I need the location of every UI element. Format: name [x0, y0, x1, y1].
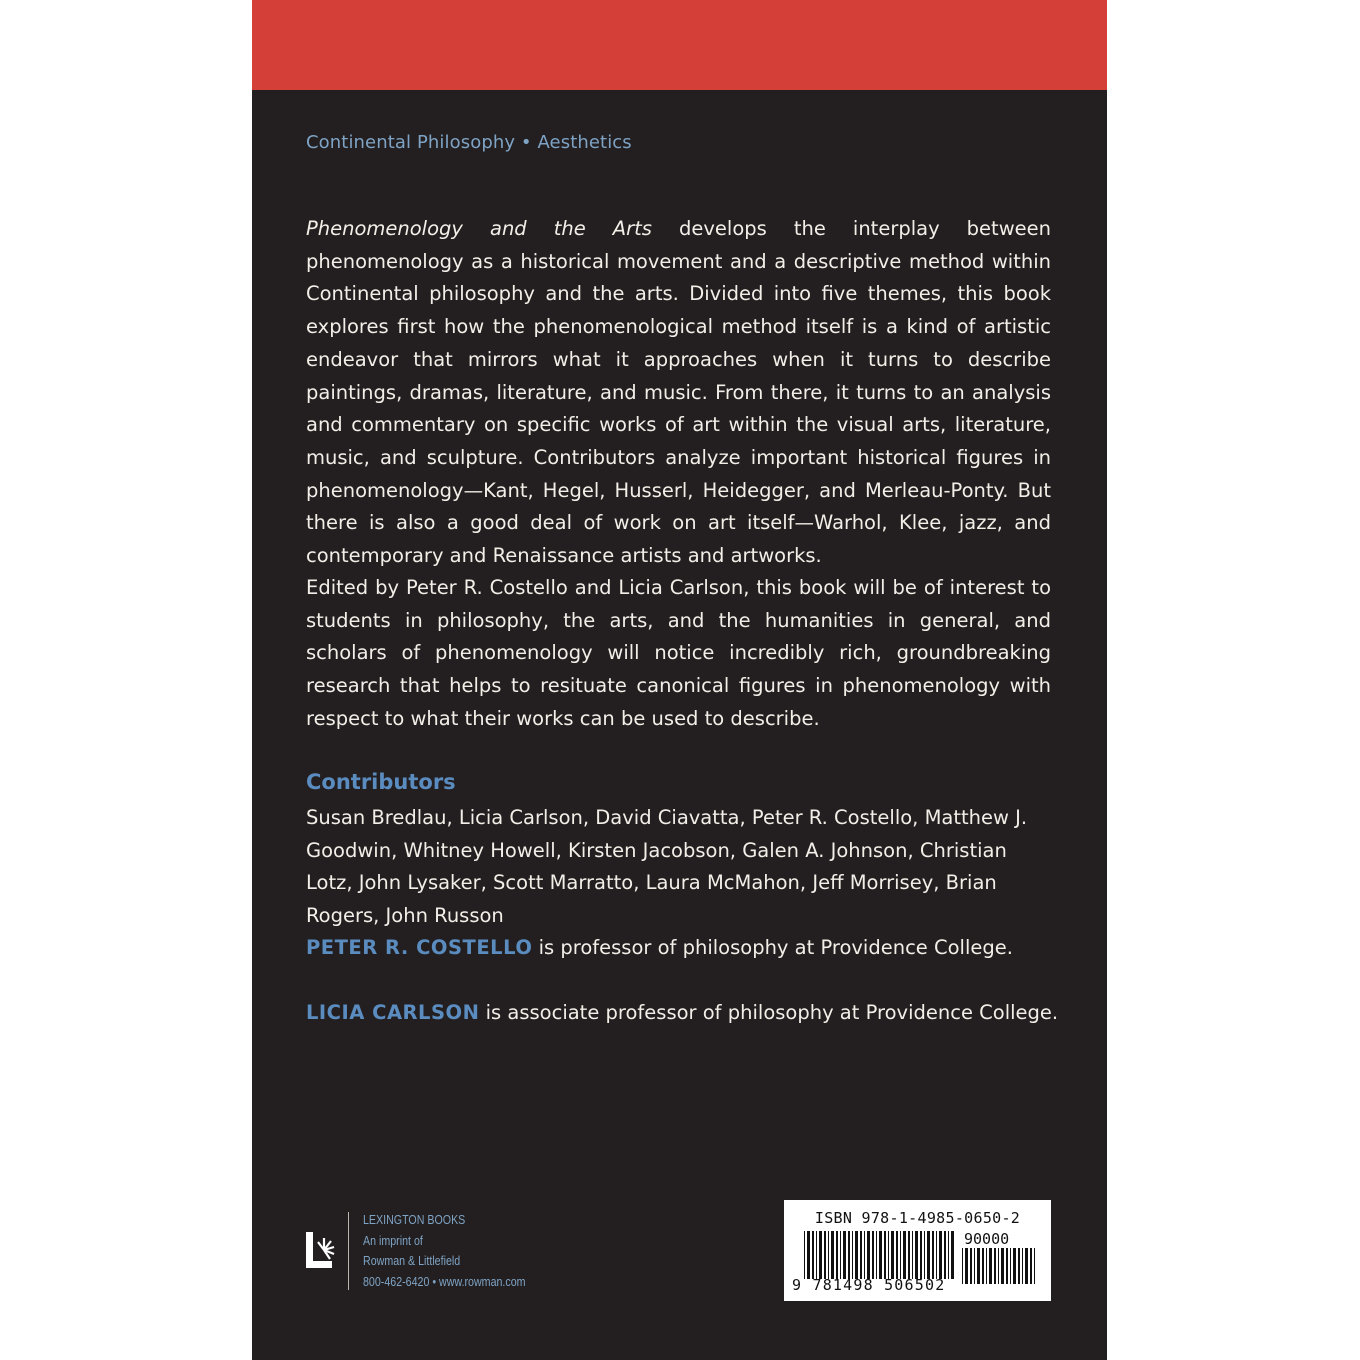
editor-name: PETER R. COSTELLO [306, 936, 533, 959]
barcode-bar [848, 1231, 850, 1279]
barcode-bar [994, 1248, 996, 1284]
barcode-bar [908, 1231, 910, 1279]
barcode-bar [831, 1231, 834, 1279]
publisher-parent: Rowman & Littlefield [363, 1253, 461, 1268]
barcode-bar [884, 1231, 886, 1279]
barcode-addon-bars [962, 1248, 1038, 1284]
barcode-bar [912, 1231, 913, 1279]
barcode-digits: 9 781498 506502 [792, 1276, 946, 1294]
barcode-bar [939, 1231, 942, 1279]
barcode-bars [804, 1231, 954, 1279]
editor-bio-text: is professor of philosophy at Providence College. [532, 936, 1013, 959]
description-paragraph-1 [306, 213, 1051, 573]
publisher-divider [348, 1212, 349, 1290]
barcode-bar [1010, 1248, 1011, 1284]
barcode-bar [974, 1248, 975, 1284]
barcode-bar [836, 1231, 838, 1279]
isbn-barcode [784, 1200, 1051, 1301]
contributors-list: Susan Bredlau, Licia Carlson, David Ciavatta, Peter R. Costello, Matthew J. Goodwin, Whitney Howell, Kirsten Jacobson, Galen A. Johnson, Christian Lotz, John Lysaker, Scott Marratto, Laura McMahon, Jeff Morrisey, Brian Rogers, John Russon [306, 806, 1028, 928]
barcode-bar [1001, 1248, 1004, 1284]
barcode-bar [936, 1231, 937, 1279]
barcode-bar [1006, 1248, 1008, 1284]
barcode-bar [819, 1231, 822, 1279]
barcode-bar [888, 1231, 889, 1279]
barcode-bar [879, 1231, 882, 1279]
barcode-bar [807, 1231, 810, 1279]
barcode-bar [1034, 1248, 1035, 1284]
editor-bio-text: is associate professor of philosophy at Providence College. [479, 1001, 1059, 1024]
barcode-bar [864, 1231, 865, 1279]
barcode-bar [977, 1248, 980, 1284]
barcode-bar [903, 1231, 906, 1279]
barcode-bar [855, 1231, 858, 1279]
barcode-bar [924, 1231, 925, 1279]
barcode-bar [920, 1231, 922, 1279]
barcode-bar [948, 1231, 949, 1279]
barcode-bar [824, 1231, 826, 1279]
barcode-bar [965, 1248, 968, 1284]
barcode-bar [876, 1231, 877, 1279]
barcode-bar [840, 1231, 841, 1279]
back-cover [252, 0, 1107, 1360]
barcode-bar [1030, 1248, 1032, 1284]
barcode-bar [986, 1248, 987, 1284]
barcode-bar [970, 1248, 972, 1284]
editor-bio-costello [306, 933, 1066, 963]
lexington-books-logo-icon [306, 1232, 336, 1268]
price-code: 90000 [964, 1230, 1010, 1248]
publisher-imprint-line: An imprint of [363, 1232, 423, 1248]
barcode-bar [812, 1231, 814, 1279]
barcode-bar [891, 1231, 894, 1279]
barcode-bar [962, 1248, 963, 1284]
contributors-heading: Contributors [306, 770, 456, 794]
barcode-bar [989, 1248, 992, 1284]
editor-bio-carlson [306, 998, 1066, 1028]
top-red-band [252, 0, 1107, 90]
publisher-imprint [363, 1210, 526, 1292]
barcode-bar [860, 1231, 862, 1279]
barcode-bar [852, 1231, 853, 1279]
barcode-bar [828, 1231, 829, 1279]
barcode-bar [944, 1231, 946, 1279]
barcode-bar [982, 1248, 984, 1284]
barcode-bar [998, 1248, 999, 1284]
publisher-contact: 800-462-6420 • www.rowman.com [363, 1273, 526, 1289]
barcode-bar [927, 1231, 930, 1279]
barcode-bar [1025, 1248, 1028, 1284]
subject-category: Continental Philosophy • Aesthetics [306, 132, 632, 153]
description-paragraph-1-text: develops the interplay between phenomenology as a historical movement and a descriptive method within Continental philosophy and the arts. Divided into five themes, this book explores first how the phenomenological method itself is a kind of artistic endeavor that mirrors what it approaches when it turns to describe paintings, dramas, literature, and music. From there, it turns to an analysis and commentary on specific works of art within the visual arts, literature, music, and sculpture. Contributors analyze important historical figures in phenomenology—Kant, Hegel, Husserl, Heidegger, and Merleau-Ponty. But there is also a good deal of work on art itself—Warhol, Klee, jazz, and contemporary and Renaissance artists and artworks. [306, 217, 1051, 568]
isbn-label: ISBN 978-1-4985-0650-2 [814, 1209, 1021, 1227]
barcode-bar [896, 1231, 898, 1279]
barcode-bar [915, 1231, 918, 1279]
barcode-bar [1013, 1248, 1016, 1284]
barcode-bar [932, 1231, 934, 1279]
book-title: Phenomenology and the Arts [306, 217, 652, 240]
barcode-bar [1018, 1248, 1020, 1284]
barcode-bar [843, 1231, 846, 1279]
barcode-bar [867, 1231, 870, 1279]
barcode-bar [1022, 1248, 1023, 1284]
barcode-bar [951, 1231, 954, 1279]
barcode-bar [872, 1231, 874, 1279]
description-paragraph-2: Edited by Peter R. Costello and Licia Carlson, this book will be of interest to students in philosophy, the arts, and the humanities in general, and scholars of phenomenology will notice incredibly rich, groundbreaking research that helps to resituate canonical figures in phenomenology with respect to what their works can be used to describe. [306, 576, 1051, 730]
barcode-bar [900, 1231, 901, 1279]
editor-name: LICIA CARLSON [306, 1001, 480, 1024]
barcode-bar [804, 1231, 805, 1279]
barcode-bar [816, 1231, 817, 1279]
publisher-name: LEXINGTON BOOKS [363, 1212, 466, 1227]
